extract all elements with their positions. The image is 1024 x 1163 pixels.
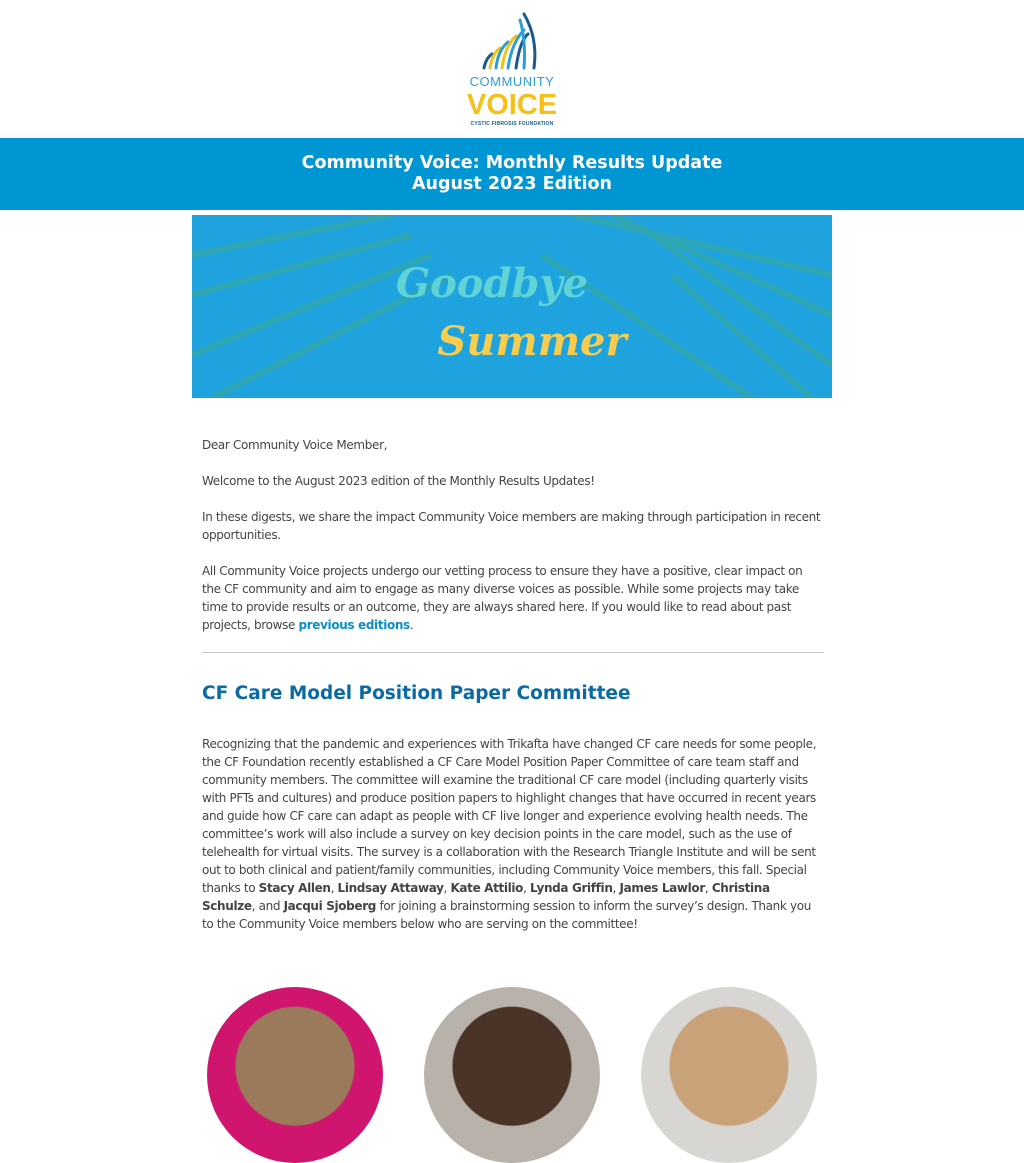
sound-wave-icon	[462, 10, 562, 72]
header-title: Community Voice: Monthly Results Update	[301, 153, 723, 173]
header-band	[0, 138, 1024, 210]
sep: ,	[704, 881, 712, 895]
member-photo	[207, 987, 383, 1163]
community-voice-logo	[462, 10, 562, 128]
banner-text-goodbye: Goodbye	[395, 260, 589, 307]
header-subtitle: August 2023 Edition	[412, 174, 612, 194]
name: Jacqui Sjoberg	[283, 899, 376, 913]
palm-leaves-image	[192, 215, 832, 398]
logo-line2: VOICE	[466, 89, 558, 121]
section-body	[202, 735, 824, 933]
name: James Lawlor	[619, 881, 705, 895]
name: Lynda Griffin	[530, 881, 613, 895]
sep: ,	[443, 881, 451, 895]
section-body-end: for joining a brainstorming session to inform the survey’s design. Thank you to the Community Voice members below who are serving on the committee!	[202, 899, 811, 931]
sep: ,	[612, 881, 620, 895]
section-body-start: Recognizing that the pandemic and experiences with Trikafta have changed CF care needs for some people, the CF Foundation recently established a CF Care Model Position Paper Committee of care team staff and community members. The committee will examine the traditional CF care model (including quarterly visits with PFTs and cultures) and produce position papers to highlight changes that have occurred in recent years and guide how CF care can adapt as people with CF live longer and experience evolving health needs. The committee’s work will also include a survey on key decision points in the care model, such as the use of telehealth for virtual visits. The survey is a collaboration with the Research Triangle Institute and will be sent out to both clinical and patient/family communities, including Community Voice members, this fall. Special thanks to	[202, 737, 817, 895]
intro-paragraph-1: Welcome to the August 2023 edition of the Monthly Results Updates!	[202, 474, 595, 488]
divider	[202, 652, 824, 653]
name: Stacy Allen	[258, 881, 331, 895]
intro-paragraph-2: In these digests, we share the impact Community Voice members are making through participation in recent opportunities.	[202, 510, 821, 542]
section-title: CF Care Model Position Paper Committee	[202, 683, 631, 704]
logo-line3: CYSTIC FIBROSIS FOUNDATION	[470, 121, 554, 127]
name: Christina Schulze	[202, 881, 770, 913]
banner-text-summer: Summer	[437, 318, 627, 365]
member-photo	[641, 987, 817, 1163]
sep: ,	[330, 881, 338, 895]
name: Kate Attilio	[450, 881, 524, 895]
name: Lindsay Attaway	[337, 881, 444, 895]
intro-p3-end: .	[409, 618, 414, 632]
member-photo	[424, 987, 600, 1163]
intro-p3-text: All Community Voice projects undergo our vetting process to ensure they have a positive, clear impact on the CF community and aim to engage as many diverse voices as possible. While some projects may take time to provide results or an outcome, they are always shared here. If you would like to read about past projects, browse	[202, 564, 803, 632]
goodbye-summer-banner	[192, 215, 832, 398]
email-content	[202, 436, 824, 951]
intro-paragraph-3	[202, 562, 824, 634]
sep: ,	[523, 881, 531, 895]
previous-editions-link[interactable]: previous editions	[298, 618, 410, 632]
sep: , and	[251, 899, 284, 913]
logo-line1: COMMUNITY	[469, 74, 555, 89]
greeting: Dear Community Voice Member,	[202, 438, 388, 452]
